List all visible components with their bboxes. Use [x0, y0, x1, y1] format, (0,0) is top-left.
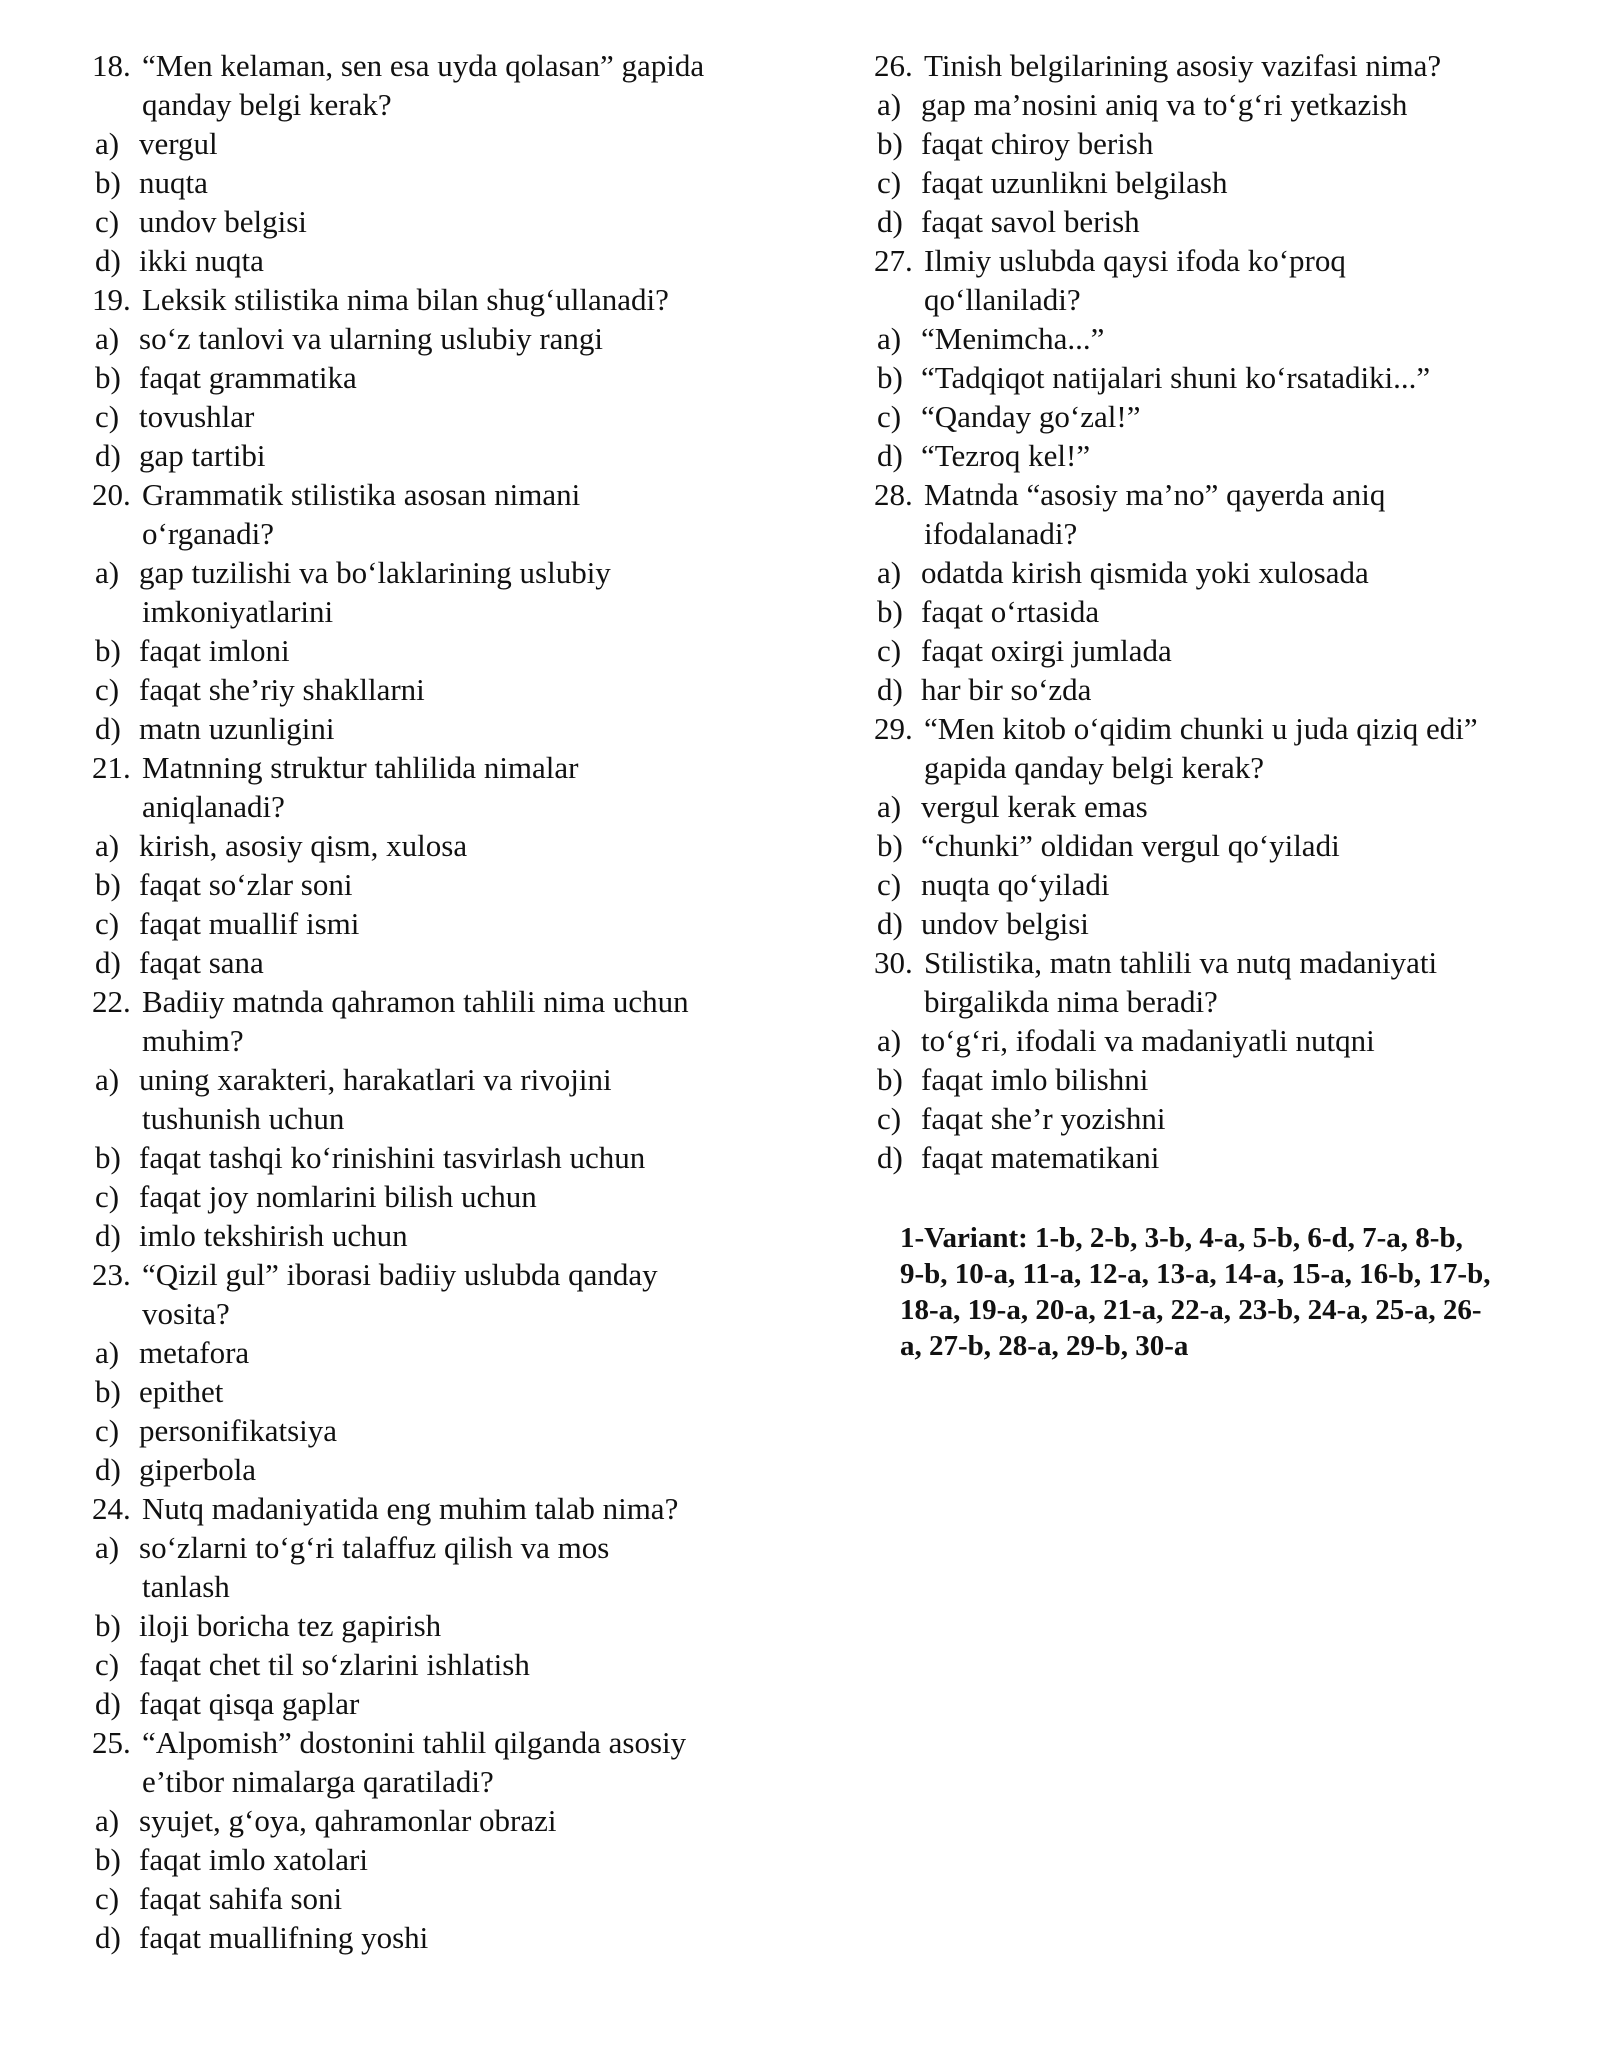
question-line — [874, 514, 1554, 553]
answer-key — [900, 1220, 1560, 1364]
option-letter: a) — [95, 1062, 120, 1097]
question-line — [92, 1255, 792, 1294]
option-letter: b) — [95, 1140, 121, 1175]
question-number: 24. — [92, 1491, 131, 1526]
option-letter: c) — [877, 633, 902, 668]
option-letter: a) — [95, 828, 120, 863]
question-number: 28. — [874, 477, 913, 512]
option-line — [92, 124, 792, 163]
option-letter: c) — [877, 165, 902, 200]
option-letter: c) — [877, 399, 902, 434]
option-letter: b) — [877, 1062, 903, 1097]
option-line — [92, 553, 792, 592]
option-text: undov belgisi — [921, 906, 1089, 941]
question-block — [874, 241, 1554, 475]
option-text: faqat she’riy shakllarni — [139, 672, 425, 707]
option-letter: d) — [95, 243, 121, 278]
option-letter: b) — [95, 867, 121, 902]
option-letter: b) — [877, 360, 903, 395]
option-letter: b) — [95, 165, 121, 200]
option-letter: d) — [95, 711, 121, 746]
question-text: Nutq madaniyatida eng muhim talab nima? — [142, 1491, 679, 1526]
option-letter: a) — [877, 87, 902, 122]
question-line — [92, 1489, 792, 1528]
question-text: Tinish belgilarining asosiy vazifasi nima? — [924, 48, 1442, 83]
option-line — [92, 670, 792, 709]
option-text: vergul — [139, 126, 218, 161]
question-block — [92, 1255, 792, 1489]
option-letter: b) — [877, 594, 903, 629]
question-line — [874, 46, 1554, 85]
option-text: gap ma’nosini aniq va to‘g‘ri yetkazish — [921, 87, 1408, 122]
option-text: faqat matematikani — [921, 1140, 1160, 1175]
question-block — [92, 280, 792, 475]
question-number: 20. — [92, 477, 131, 512]
question-text: o‘rganadi? — [142, 516, 274, 551]
question-number: 26. — [874, 48, 913, 83]
question-line — [92, 46, 792, 85]
option-letter: c) — [95, 1647, 120, 1682]
option-line — [92, 1177, 792, 1216]
option-line — [92, 319, 792, 358]
option-letter: c) — [95, 399, 120, 434]
option-line — [874, 202, 1554, 241]
option-letter: a) — [877, 789, 902, 824]
question-text: vosita? — [142, 1296, 230, 1331]
question-text: “Alpomish” dostonini tahlil qilganda asosiy — [142, 1725, 687, 1760]
option-text: undov belgisi — [139, 204, 307, 239]
option-text: faqat so‘zlar soni — [139, 867, 353, 902]
option-letter: b) — [95, 633, 121, 668]
option-line — [874, 787, 1554, 826]
question-line — [92, 1723, 792, 1762]
option-text: to‘g‘ri, ifodali va madaniyatli nutqni — [921, 1023, 1375, 1058]
question-text: “Qizil gul” iborasi badiiy uslubda qanday — [142, 1257, 658, 1292]
left-column — [92, 46, 792, 1957]
option-line — [92, 241, 792, 280]
question-block — [92, 46, 792, 280]
question-block — [92, 475, 792, 748]
option-line — [92, 631, 792, 670]
question-number: 30. — [874, 945, 913, 980]
question-line — [92, 787, 792, 826]
question-line — [874, 943, 1554, 982]
answer-key-line: 9-b, 10-a, 11-a, 12-a, 13-a, 14-a, 15-a, 16-b, 17-b, — [900, 1258, 1491, 1290]
question-text: “Men kelaman, sen esa uyda qolasan” gapida — [142, 48, 705, 83]
option-line — [874, 592, 1554, 631]
option-line — [874, 631, 1554, 670]
question-number: 19. — [92, 282, 131, 317]
option-text: syujet, g‘oya, qahramonlar obrazi — [139, 1803, 557, 1838]
option-text: iloji boricha tez gapirish — [139, 1608, 442, 1643]
option-text: faqat imloni — [139, 633, 290, 668]
question-text: Matnda “asosiy ma’no” qayerda aniq — [924, 477, 1386, 512]
option-line — [92, 202, 792, 241]
option-line — [874, 1099, 1554, 1138]
option-line — [874, 670, 1554, 709]
option-line — [92, 1567, 792, 1606]
question-line — [874, 709, 1554, 748]
option-text: tovushlar — [139, 399, 255, 434]
option-letter: d) — [95, 1452, 121, 1487]
question-number: 29. — [874, 711, 913, 746]
option-letter: d) — [95, 438, 121, 473]
option-text: ikki nuqta — [139, 243, 264, 278]
option-text: faqat grammatika — [139, 360, 357, 395]
question-text: Grammatik stilistika asosan nimani — [142, 477, 581, 512]
option-letter: d) — [95, 1686, 121, 1721]
question-text: muhim? — [142, 1023, 244, 1058]
question-number: 23. — [92, 1257, 131, 1292]
option-line — [92, 865, 792, 904]
option-text: har bir so‘zda — [921, 672, 1092, 707]
question-block — [874, 943, 1554, 1177]
option-line — [874, 1138, 1554, 1177]
question-block — [874, 709, 1554, 943]
option-letter: d) — [877, 906, 903, 941]
question-block — [92, 1723, 792, 1957]
option-letter: c) — [95, 906, 120, 941]
option-letter: c) — [95, 1179, 120, 1214]
option-line — [92, 436, 792, 475]
option-line — [874, 319, 1554, 358]
option-letter: d) — [95, 1920, 121, 1955]
option-line — [92, 1099, 792, 1138]
option-line — [92, 1918, 792, 1957]
option-text: epithet — [139, 1374, 224, 1409]
option-letter: a) — [95, 126, 120, 161]
option-line — [874, 826, 1554, 865]
option-text: faqat imlo xatolari — [139, 1842, 368, 1877]
option-text: nuqta qo‘yiladi — [921, 867, 1110, 902]
option-text: faqat imlo bilishni — [921, 1062, 1149, 1097]
question-line — [92, 475, 792, 514]
option-letter: c) — [877, 867, 902, 902]
right-column — [874, 46, 1554, 1177]
option-letter: a) — [877, 555, 902, 590]
answer-key-line: 1-Variant: 1-b, 2-b, 3-b, 4-a, 5-b, 6-d, 7-a, 8-b, — [900, 1222, 1463, 1254]
question-text: Leksik stilistika nima bilan shug‘ullanadi? — [142, 282, 669, 317]
question-text: Badiiy matnda qahramon tahlili nima uchun — [142, 984, 689, 1019]
option-text: matn uzunligini — [139, 711, 335, 746]
option-line — [92, 1138, 792, 1177]
answer-key-line: 18-a, 19-a, 20-a, 21-a, 22-a, 23-b, 24-a, 25-a, 26- — [900, 1294, 1482, 1326]
option-letter: c) — [877, 1101, 902, 1136]
option-text: faqat oxirgi jumlada — [921, 633, 1172, 668]
option-letter: d) — [877, 1140, 903, 1175]
option-line — [92, 943, 792, 982]
option-letter: a) — [95, 321, 120, 356]
question-line — [874, 982, 1554, 1021]
option-line — [92, 1645, 792, 1684]
option-line — [92, 1060, 792, 1099]
question-line — [874, 241, 1554, 280]
option-line — [874, 904, 1554, 943]
option-text: faqat chiroy berish — [921, 126, 1154, 161]
option-line — [874, 124, 1554, 163]
option-text: faqat she’r yozishni — [921, 1101, 1166, 1136]
option-text: “chunki” oldidan vergul qo‘yiladi — [921, 828, 1340, 863]
option-text: faqat sana — [139, 945, 264, 980]
option-text: “Menimcha...” — [921, 321, 1105, 356]
question-line — [92, 85, 792, 124]
option-text: odatda kirish qismida yoki xulosada — [921, 555, 1369, 590]
question-text: e’tibor nimalarga qaratiladi? — [142, 1764, 494, 1799]
option-text: faqat joy nomlarini bilish uchun — [139, 1179, 537, 1214]
option-letter: c) — [95, 1413, 120, 1448]
option-line — [874, 85, 1554, 124]
question-text: Stilistika, matn tahlili va nutq madaniyati — [924, 945, 1438, 980]
option-text: imkoniyatlarini — [142, 594, 334, 629]
option-line — [92, 904, 792, 943]
option-line — [92, 1333, 792, 1372]
option-text: so‘z tanlovi va ularning uslubiy rangi — [139, 321, 604, 356]
option-letter: d) — [95, 945, 121, 980]
option-text: “Qanday go‘zal!” — [921, 399, 1141, 434]
option-line — [92, 826, 792, 865]
option-line — [92, 1216, 792, 1255]
option-line — [92, 1450, 792, 1489]
question-block — [874, 475, 1554, 709]
option-letter: a) — [95, 1530, 120, 1565]
option-letter: b) — [95, 1842, 121, 1877]
option-text: gap tuzilishi va bo‘laklarining uslubiy — [139, 555, 611, 590]
question-text: “Men kitob o‘qidim chunki u juda qiziq edi” — [924, 711, 1478, 746]
option-line — [92, 163, 792, 202]
option-letter: d) — [877, 204, 903, 239]
option-letter: a) — [877, 321, 902, 356]
option-text: personifikatsiya — [139, 1413, 338, 1448]
option-letter: a) — [877, 1023, 902, 1058]
option-letter: c) — [95, 672, 120, 707]
question-number: 27. — [874, 243, 913, 278]
question-block — [92, 982, 792, 1255]
option-text: faqat muallifning yoshi — [139, 1920, 429, 1955]
option-text: faqat uzunlikni belgilash — [921, 165, 1228, 200]
answer-key-line: a, 27-b, 28-a, 29-b, 30-a — [900, 1330, 1189, 1362]
option-text: tushunish uchun — [142, 1101, 345, 1136]
question-block — [874, 46, 1554, 241]
option-line — [92, 1684, 792, 1723]
question-line — [92, 1021, 792, 1060]
option-letter: b) — [95, 1608, 121, 1643]
question-block — [92, 748, 792, 982]
option-line — [874, 1060, 1554, 1099]
question-text: aniqlanadi? — [142, 789, 285, 824]
option-text: vergul kerak emas — [921, 789, 1148, 824]
question-number: 21. — [92, 750, 131, 785]
option-text: imlo tekshirish uchun — [139, 1218, 408, 1253]
question-number: 25. — [92, 1725, 131, 1760]
option-line — [874, 436, 1554, 475]
option-letter: d) — [877, 438, 903, 473]
option-line — [874, 397, 1554, 436]
option-line — [92, 1372, 792, 1411]
question-block — [92, 1489, 792, 1723]
option-letter: c) — [95, 204, 120, 239]
option-text: uning xarakteri, harakatlari va rivojini — [139, 1062, 612, 1097]
question-text: birgalikda nima beradi? — [924, 984, 1218, 1019]
option-text: faqat sahifa soni — [139, 1881, 343, 1916]
option-text: so‘zlarni to‘g‘ri talaffuz qilish va mos — [139, 1530, 610, 1565]
option-text: faqat savol berish — [921, 204, 1140, 239]
question-line — [92, 982, 792, 1021]
option-line — [92, 1801, 792, 1840]
option-text: “Tadqiqot natijalari shuni ko‘rsatadiki...” — [921, 360, 1431, 395]
option-letter: b) — [95, 1374, 121, 1409]
option-text: kirish, asosiy qism, xulosa — [139, 828, 468, 863]
option-line — [874, 163, 1554, 202]
question-line — [874, 280, 1554, 319]
option-text: faqat tashqi ko‘rinishini tasvirlash uchun — [139, 1140, 646, 1175]
option-line — [874, 553, 1554, 592]
option-line — [92, 397, 792, 436]
question-text: gapida qanday belgi kerak? — [924, 750, 1264, 785]
option-letter: d) — [877, 672, 903, 707]
question-number: 22. — [92, 984, 131, 1019]
option-line — [92, 1879, 792, 1918]
option-line — [92, 1411, 792, 1450]
option-line — [874, 358, 1554, 397]
option-line — [92, 1606, 792, 1645]
question-text: qanday belgi kerak? — [142, 87, 392, 122]
option-text: tanlash — [142, 1569, 230, 1604]
option-line — [92, 358, 792, 397]
question-line — [874, 475, 1554, 514]
option-letter: a) — [95, 1335, 120, 1370]
option-line — [92, 1528, 792, 1567]
option-text: metafora — [139, 1335, 250, 1370]
question-line — [92, 1294, 792, 1333]
question-line — [92, 748, 792, 787]
question-line — [92, 514, 792, 553]
option-line — [874, 865, 1554, 904]
option-line — [92, 592, 792, 631]
option-letter: b) — [95, 360, 121, 395]
option-letter: a) — [95, 1803, 120, 1838]
option-text: faqat qisqa gaplar — [139, 1686, 360, 1721]
option-text: “Tezroq kel!” — [921, 438, 1091, 473]
question-text: Matnning struktur tahlilida nimalar — [142, 750, 579, 785]
option-letter: b) — [877, 126, 903, 161]
option-letter: d) — [95, 1218, 121, 1253]
option-text: giperbola — [139, 1452, 257, 1487]
option-text: faqat o‘rtasida — [921, 594, 1100, 629]
question-text: qo‘llaniladi? — [924, 282, 1081, 317]
option-letter: c) — [95, 1881, 120, 1916]
option-text: faqat chet til so‘zlarini ishlatish — [139, 1647, 530, 1682]
option-line — [874, 1021, 1554, 1060]
option-text: nuqta — [139, 165, 208, 200]
option-text: faqat muallif ismi — [139, 906, 360, 941]
option-line — [92, 1840, 792, 1879]
option-text: gap tartibi — [139, 438, 266, 473]
question-line — [92, 280, 792, 319]
option-line — [92, 709, 792, 748]
option-letter: b) — [877, 828, 903, 863]
question-text: ifodalanadi? — [924, 516, 1078, 551]
question-text: Ilmiy uslubda qaysi ifoda ko‘proq — [924, 243, 1346, 278]
option-letter: a) — [95, 555, 120, 590]
question-line — [92, 1762, 792, 1801]
question-number: 18. — [92, 48, 131, 83]
question-line — [874, 748, 1554, 787]
